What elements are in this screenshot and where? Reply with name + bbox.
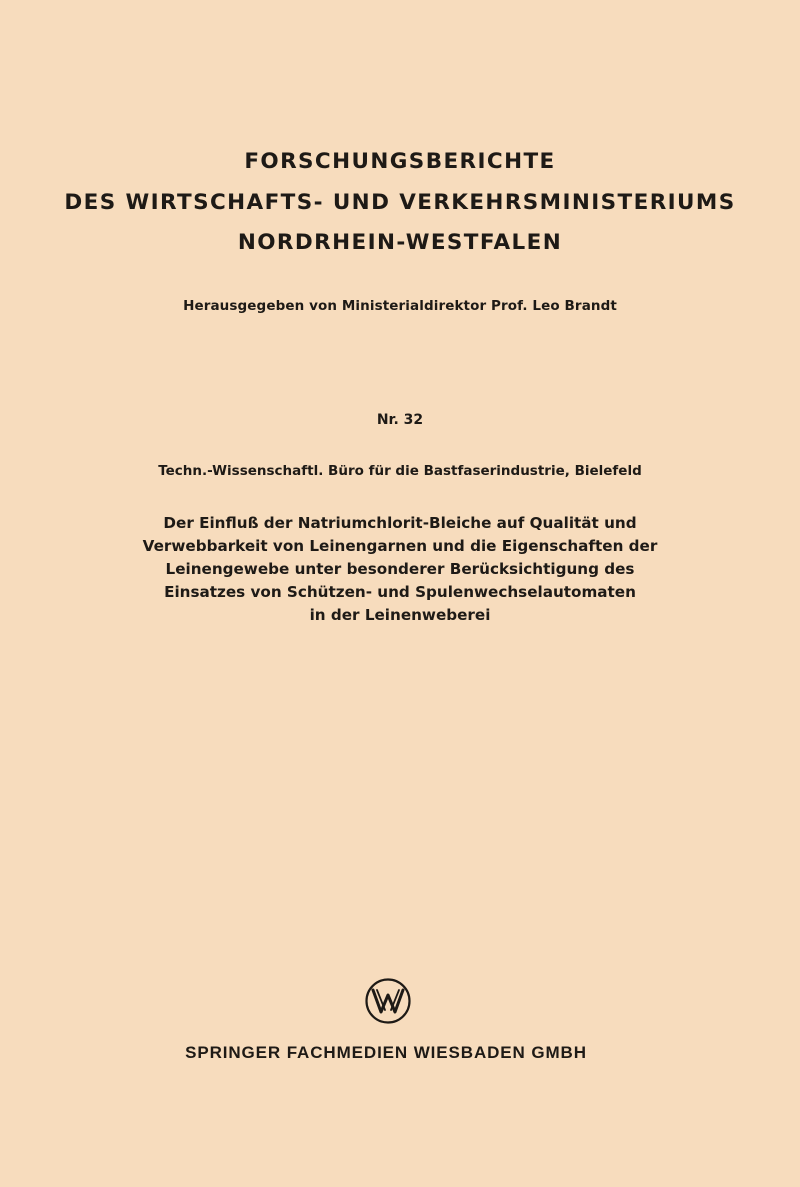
springer-vw-logo-icon	[364, 977, 412, 1025]
series-title-line-2: DES WIRTSCHAFTS- UND VERKEHRSMINISTERIUMS	[64, 189, 736, 215]
book-title-line-3: Leinengewebe unter besonderer Berücksichtigung des	[165, 560, 635, 578]
book-title-line-1: Der Einfluß der Natriumchlorit-Bleiche auf Qualität und	[163, 514, 637, 532]
book-title-line-5: in der Leinenweberei	[309, 606, 491, 624]
editor-credit: Herausgegeben von Ministerialdirektor Prof. Leo Brandt	[183, 298, 617, 314]
book-title	[0, 512, 800, 627]
book-title-line-2: Verwebbarkeit von Leinengarnen und die Eigenschaften der	[142, 537, 658, 555]
book-title-line-4: Einsatzes von Schützen- und Spulenwechselautomaten	[164, 583, 636, 601]
volume-number: Nr. 32	[376, 412, 424, 428]
series-title-line-3: NORDRHEIN-WESTFALEN	[237, 230, 563, 255]
publisher-name: SPRINGER FACHMEDIEN WIESBADEN GMBH	[185, 1043, 587, 1062]
series-title	[0, 142, 800, 264]
series-title-line-1: FORSCHUNGSBERICHTE	[244, 149, 556, 174]
author-institution: Techn.-Wissenschaftl. Büro für die Bastfaserindustrie, Bielefeld	[158, 463, 642, 479]
